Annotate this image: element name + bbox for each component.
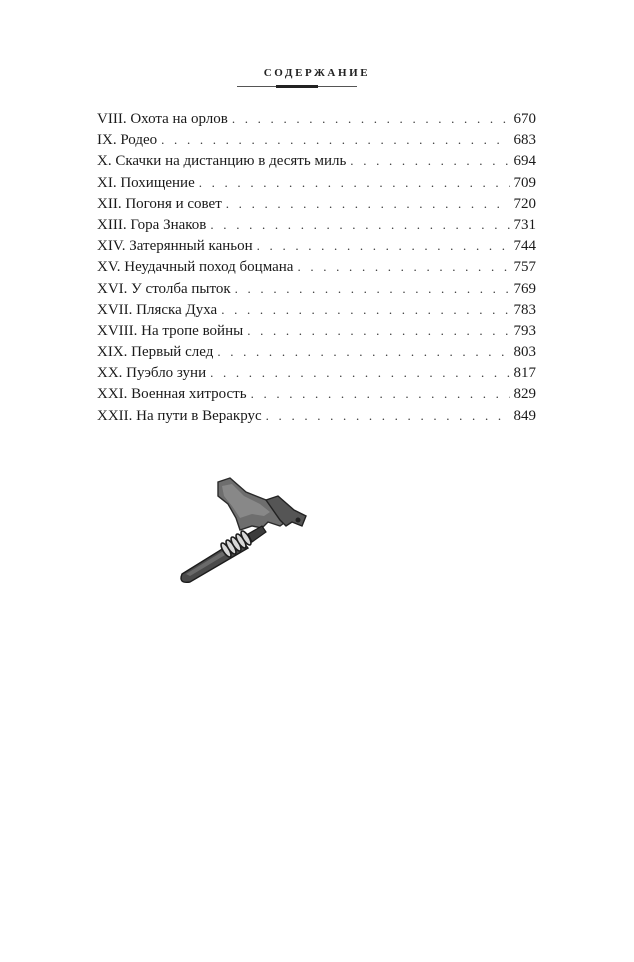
- toc-leader-dots: [251, 383, 510, 404]
- toc-entry-title: XIX. Первый след: [97, 344, 214, 361]
- toc-entry[interactable]: [97, 193, 536, 214]
- table-of-contents: [97, 108, 536, 426]
- toc-entry-page: 793: [513, 322, 536, 339]
- tomahawk-icon: [170, 470, 320, 585]
- toc-entry[interactable]: [97, 341, 536, 362]
- toc-leader-dots: [297, 256, 509, 277]
- toc-entry-page: 694: [513, 153, 536, 170]
- toc-leader-dots: [210, 362, 509, 383]
- page-header: [0, 63, 634, 81]
- toc-entry-page: 670: [513, 111, 536, 127]
- page-title: СОДЕРЖАНИЕ: [263, 67, 371, 79]
- toc-entry-title: VIII. Охота на орлов: [97, 111, 228, 127]
- toc-entry-page: 683: [513, 132, 536, 149]
- toc-entry[interactable]: [97, 150, 536, 171]
- toc-entry[interactable]: [97, 129, 536, 150]
- toc-entry-title: XX. Пуэбло зуни: [97, 365, 207, 382]
- toc-leader-dots: [199, 172, 510, 193]
- toc-entry-title: XIV. Затерянный каньон: [97, 238, 253, 255]
- toc-leader-dots: [232, 108, 510, 129]
- toc-leader-dots: [161, 129, 509, 150]
- toc-entry[interactable]: [97, 362, 536, 383]
- toc-entry-page: 709: [513, 174, 536, 191]
- toc-entry-page: 817: [513, 365, 536, 382]
- toc-leader-dots: [247, 320, 509, 341]
- toc-leader-dots: [226, 193, 510, 214]
- toc-leader-dots: [266, 405, 510, 426]
- toc-entry-title: XIII. Гора Знаков: [97, 216, 207, 233]
- toc-leader-dots: [217, 341, 509, 362]
- toc-entry-title: XII. Погоня и совет: [97, 195, 222, 212]
- toc-entry-title: IX. Родео: [97, 132, 158, 149]
- toc-entry-title: XXI. Военная хитрость: [97, 386, 247, 403]
- toc-entry[interactable]: [97, 108, 536, 129]
- toc-entry[interactable]: [97, 235, 536, 256]
- toc-entry[interactable]: [97, 299, 536, 320]
- toc-entry-title: X. Скачки на дистанцию в десять миль: [97, 153, 347, 170]
- toc-entry-title: XVIII. На тропе войны: [97, 322, 244, 339]
- toc-entry-page: 720: [513, 195, 536, 212]
- toc-leader-dots: [350, 150, 509, 171]
- toc-entry-page: 731: [513, 216, 536, 233]
- toc-entry-title: XVI. У столба пыток: [97, 280, 231, 297]
- toc-leader-dots: [221, 299, 509, 320]
- toc-entry[interactable]: [97, 256, 536, 277]
- toc-entry-page: 849: [513, 407, 536, 424]
- toc-entry[interactable]: [97, 172, 536, 193]
- toc-entry-page: 829: [513, 386, 536, 403]
- toc-leader-dots: [210, 214, 509, 235]
- toc-entry-page: 769: [513, 280, 536, 297]
- toc-entry-page: 757: [513, 259, 536, 276]
- toc-entry[interactable]: [97, 405, 536, 426]
- toc-entry-title: XVII. Пляска Духа: [97, 301, 218, 318]
- toc-entry[interactable]: [97, 383, 536, 404]
- toc-leader-dots: [257, 235, 510, 256]
- toc-entry-title: XV. Неудачный поход боцмана: [97, 259, 294, 276]
- toc-entry-title: XI. Похищение: [97, 174, 195, 191]
- toc-entry[interactable]: [97, 278, 536, 299]
- toc-entry[interactable]: [97, 214, 536, 235]
- toc-entry-page: 803: [513, 344, 536, 361]
- header-divider-accent: [276, 85, 318, 88]
- toc-entry-title: XXII. На пути в Веракрус: [97, 407, 262, 424]
- toc-entry-page: 783: [513, 301, 536, 318]
- toc-leader-dots: [235, 278, 510, 299]
- toc-entry[interactable]: [97, 320, 536, 341]
- toc-entry-page: 744: [513, 238, 536, 255]
